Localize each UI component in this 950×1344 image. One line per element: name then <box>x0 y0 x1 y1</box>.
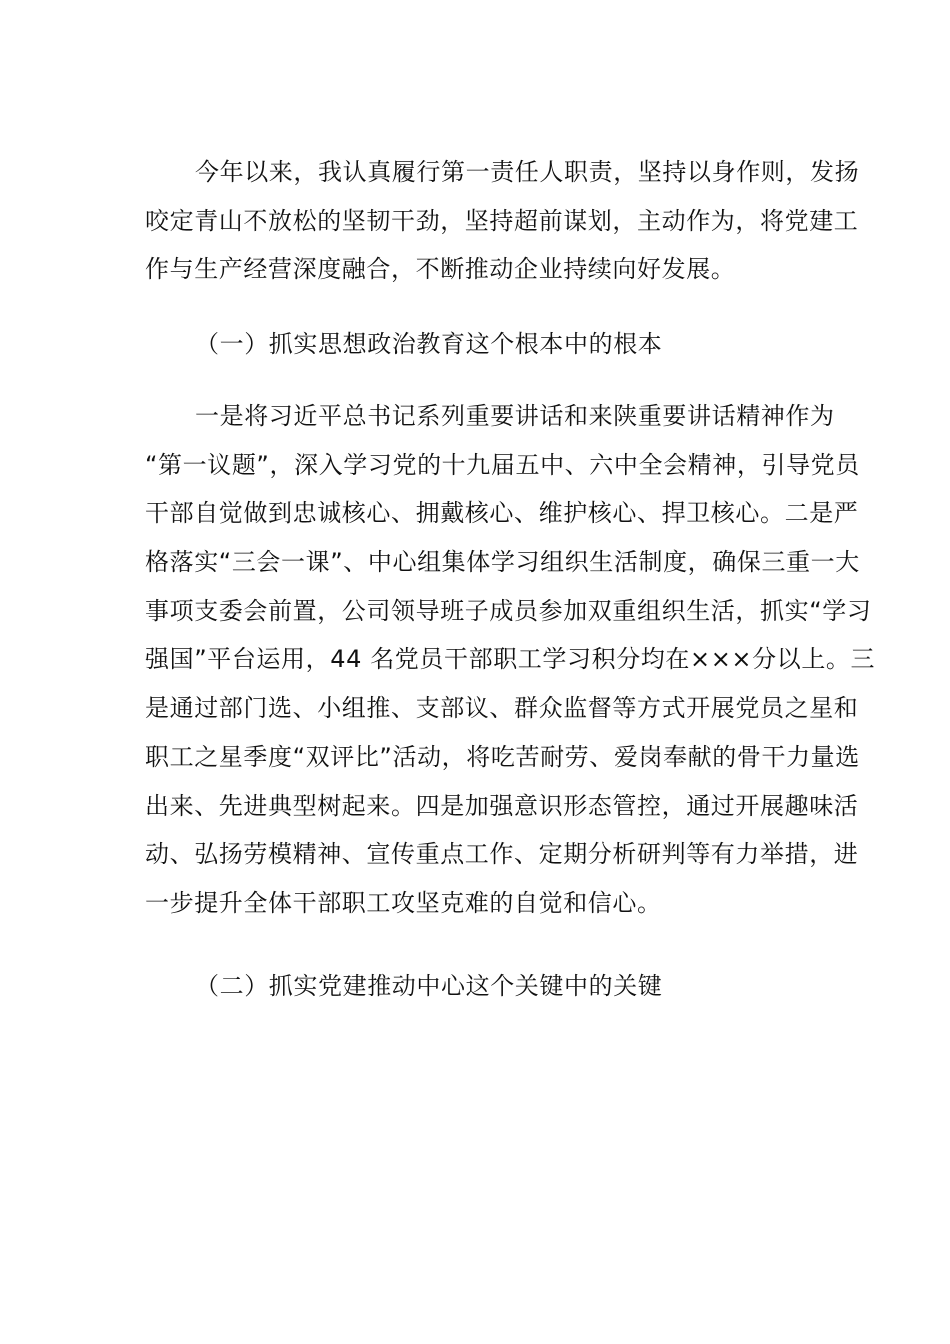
paragraph-line: 今年以来，我认真履行第一责任人职责，坚持以身作则，发扬 <box>195 158 860 186</box>
heading-text: （二）抓实党建推动中心这个关键中的关键 <box>195 972 663 1000</box>
section-heading-2 <box>145 962 805 1011</box>
paragraph-line: 是通过部门选、小组推、支部议、群众监督等方式开展党员之星和 <box>145 694 859 723</box>
paragraph-line: “第一议题”，深入学习党的十九届五中、六中全会精神，引导党员 <box>145 450 860 479</box>
paragraph-line: 作与生产经营深度融合，不断推动企业持续向好发展。 <box>145 255 736 284</box>
paragraph-line: 一步提升全体干部职工攻坚克难的自觉和信心。 <box>145 888 662 917</box>
paragraph-line: 咬定青山不放松的坚韧干劲，坚持超前谋划，主动作为，将党建工 <box>145 206 859 235</box>
paragraph-line: 出来、先进典型树起来。四是加强意识形态管控，通过开展趣味活 <box>145 791 859 820</box>
paragraph-line: 强国”平台运用，44 名党员干部职工学习积分均在×××分以上。三 <box>145 645 876 674</box>
section-heading-1 <box>145 320 805 369</box>
heading-text: （一）抓实思想政治教育这个根本中的根本 <box>195 330 663 358</box>
paragraph-line: 一是将习近平总书记系列重要讲话和来陕重要讲话精神作为 <box>195 402 835 430</box>
paragraph-line: 职工之星季度“双评比”活动，将吃苦耐劳、爱岗奉献的骨干力量选 <box>145 742 860 771</box>
paragraph-line: 动、弘扬劳模精神、宣传重点工作、定期分析研判等有力举措，进 <box>145 840 859 869</box>
paragraph-line: 干部自觉做到忠诚核心、拥戴核心、维护核心、捍卫核心。二是严 <box>145 499 859 528</box>
paragraph-line: 事项支委会前置，公司领导班子成员参加双重组织生活，抓实“学习 <box>145 596 872 625</box>
paragraph-education <box>145 392 876 928</box>
paragraph-line: 格落实“三会一课”、中心组集体学习组织生活制度，确保三重一大 <box>145 548 860 577</box>
paragraph-intro <box>145 148 860 294</box>
